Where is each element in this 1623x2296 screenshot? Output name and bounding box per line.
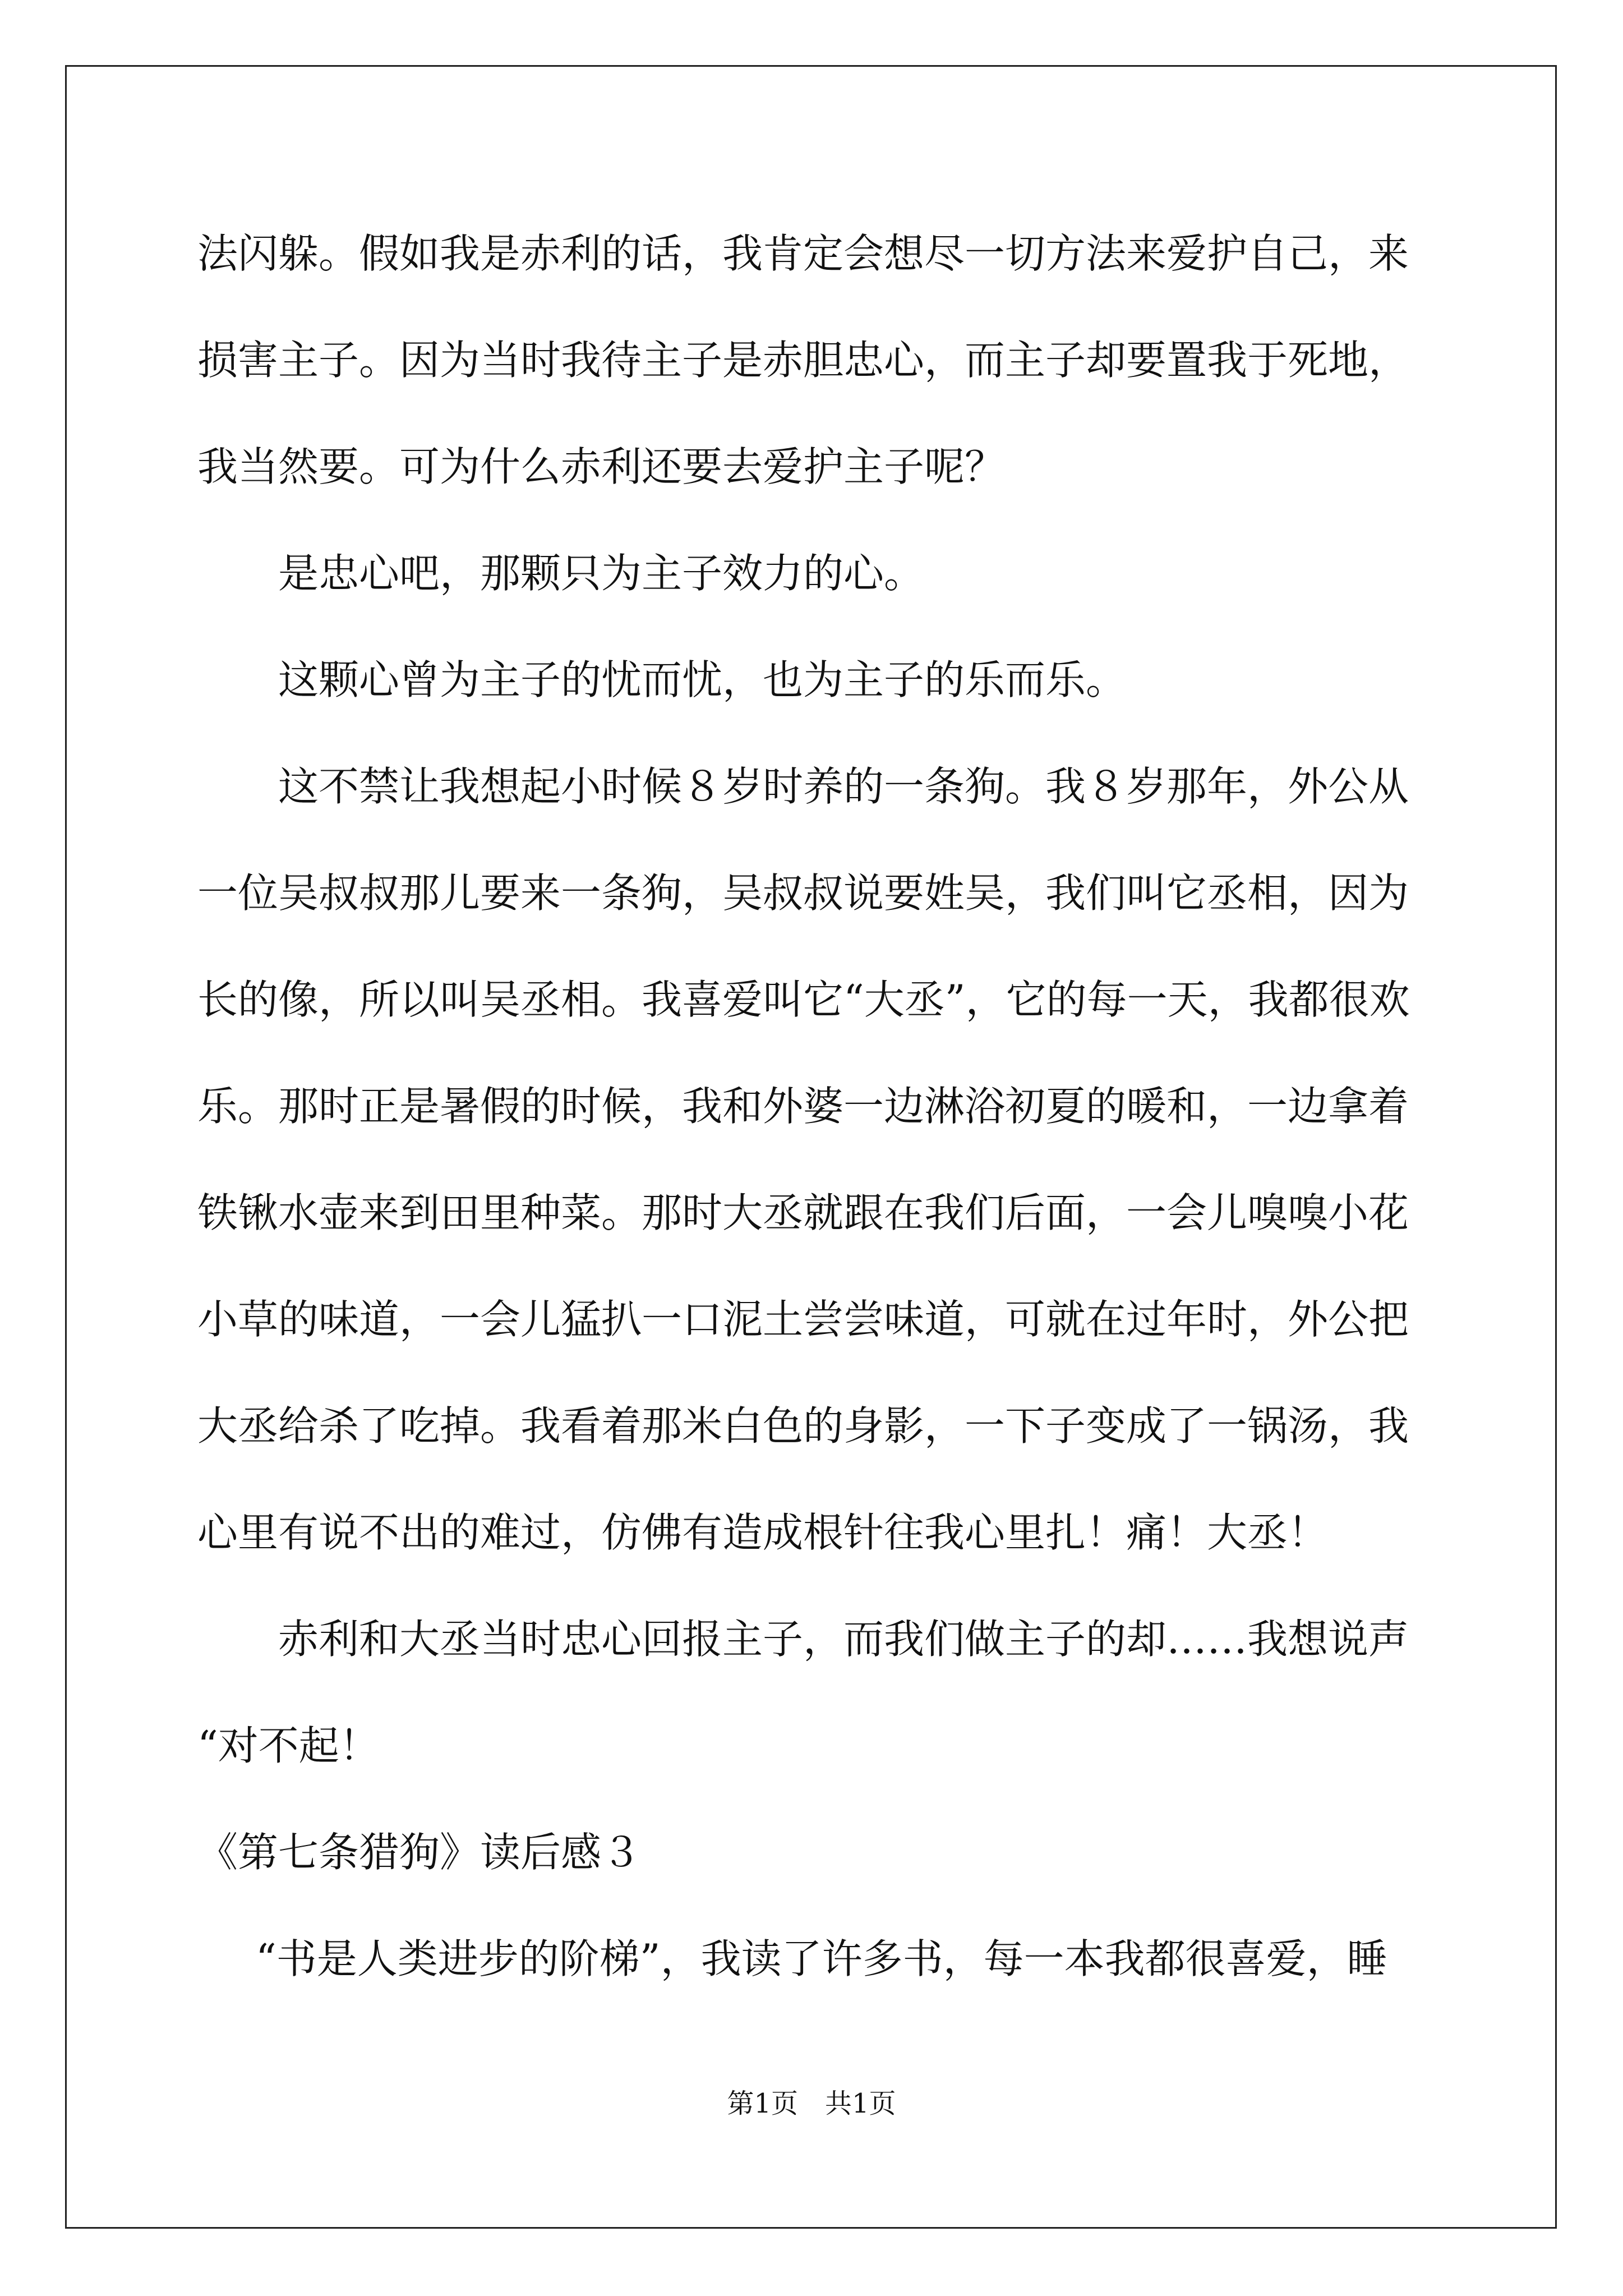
text-line: “书是人类进步的阶梯”，我读了许多书，每一本我都很喜爱，睡 <box>256 1935 1387 1982</box>
text-line: 大丞给杀了吃掉。我看着那米白色的身影，一下子变成了一锅汤，我 <box>197 1402 1409 1450</box>
text-line: 乐。那时正是暑假的时候，我和外婆一边淋浴初夏的暖和，一边拿着 <box>197 1083 1409 1130</box>
page-footer: 第1页 共1页 <box>727 2088 896 2119</box>
text-line: 这颗心曾为主子的忧而忧，也为主子的乐而乐。 <box>278 656 1127 703</box>
text-line: 法闪躲。假如我是赤利的话，我肯定会想尽一切方法来爱护自己，来 <box>197 230 1409 277</box>
text-line: 我当然要。可为什么赤利还要去爱护主子呢？ <box>197 443 1006 490</box>
text-line: 一位吴叔叔那儿要来一条狗，吴叔叔说要姓吴，我们叫它丞相，因为 <box>197 869 1409 917</box>
text-line: “对不起！ <box>197 1722 380 1769</box>
section-heading: 《第七条猎狗》读后感３ <box>197 1829 642 1876</box>
text-line: 长的像，所以叫吴丞相。我喜爱叫它“大丞”，它的每一天，我都很欢 <box>197 976 1410 1023</box>
text-line: 损害主子。因为当时我待主子是赤胆忠心，而主子却要置我于死地， <box>197 337 1409 384</box>
text-line: 赤利和大丞当时忠心回报主子，而我们做主子的却……我想说声 <box>278 1616 1409 1663</box>
text-line: 铁锹水壶来到田里种菜。那时大丞就跟在我们后面，一会儿嗅嗅小花 <box>197 1189 1409 1236</box>
text-line: 小草的味道，一会儿猛扒一口泥土尝尝味道，可就在过年时，外公把 <box>197 1296 1409 1343</box>
text-line: 心里有说不出的难过，仿佛有造成根针往我心里扎！痛！大丞！ <box>197 1509 1329 1556</box>
text-line: 这不禁让我想起小时候８岁时养的一条狗。我８岁那年，外公从 <box>278 763 1409 810</box>
text-line: 是忠心吧，那颗只为主子效力的心。 <box>278 550 925 597</box>
